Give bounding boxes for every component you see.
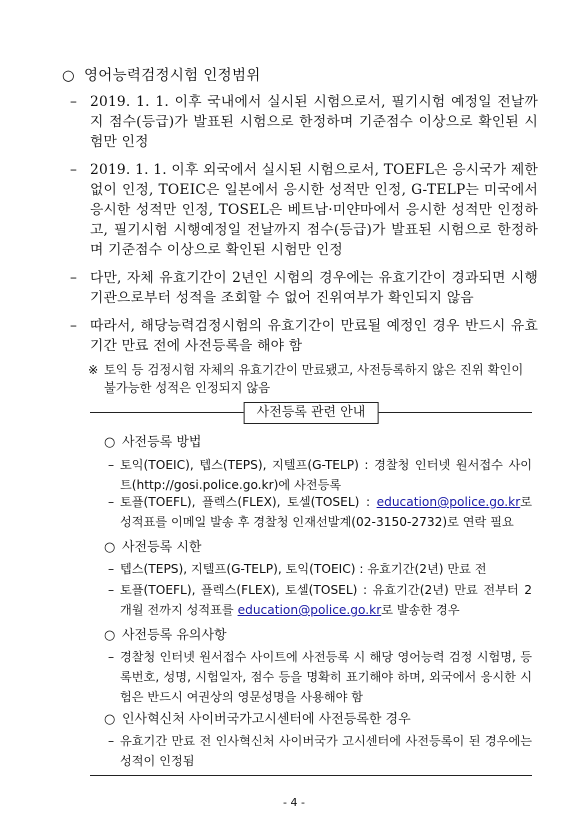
section-divider <box>90 401 532 423</box>
range-item-overseas <box>70 160 538 260</box>
guide-item <box>108 455 532 495</box>
dash-marker: – <box>70 162 78 178</box>
circle-bullet-icon: ○ <box>104 712 116 727</box>
guide-heading-cyber-center <box>104 711 411 729</box>
guide-heading-text: 사전등록 유의사항 <box>122 628 227 643</box>
guide-item <box>108 559 532 579</box>
bottom-rule <box>90 775 532 776</box>
divider-label: 사전등록 관련 안내 <box>244 402 379 424</box>
range-item-validity <box>70 268 538 308</box>
circle-bullet-icon: ○ <box>104 540 116 555</box>
circle-bullet-icon: ○ <box>104 628 116 643</box>
guide-item-text-post: 로 성적표를 이메일 발송 후 경찰청 인재선발계(02-3150-2732)로 연락 필요 <box>120 495 532 529</box>
guide-item-text: 토익(TOEIC), 텝스(TEPS), 지텔프(G-TELP) : 경찰청 인터넷 원서접수 사이트(http://gosi.police.go.kr)에 사전등록 <box>120 458 532 492</box>
dash-marker: – <box>108 583 115 597</box>
dash-marker: – <box>108 734 115 748</box>
range-item-text: 다만, 자체 유효기간이 2년인 시험의 경우에는 유효기간이 경과되면 시행기관으로부터 성적을 조회할 수 없어 진위여부가 확인되지 않음 <box>90 270 538 306</box>
range-item-text: 따라서, 해당능력검정시험의 유효기간이 만료될 예정인 경우 반드시 유효기간 만료 전에 사전등록을 해야 함 <box>90 318 538 354</box>
guide-item <box>108 580 532 620</box>
dash-marker: – <box>108 458 115 472</box>
range-item-text: 2019. 1. 1. 이후 국내에서 실시된 시험으로서, 필기시험 예정일 전날까지 점수(등급)가 발표된 시험으로 한정하며 기준점수 이상으로 확인된 시험만 인정 <box>90 94 538 150</box>
range-item-text: 2019. 1. 1. 이후 외국에서 실시된 시험으로서, TOEFL은 응시국가 제한 없이 인정, TOEIC은 일본에서 응시한 성적만 인정, G-TELP는 미국에서 응시한 성적만 인정, TOSEL은 베트남·미얀마에서 응시한 성적만 인정하고, 필기시험 시행예정일 전날까지 점수(등급)가 발표된 시험으로 한정하며 기준점수 이상으로 확인된 시험만 인정 <box>90 162 538 258</box>
guide-item-text <box>120 580 532 620</box>
guide-item <box>108 492 532 532</box>
guide-heading-method <box>104 434 201 452</box>
section-title: 영어능력검정시험 인정범위 <box>84 68 261 84</box>
range-item-domestic <box>70 92 538 152</box>
section-heading <box>62 64 261 85</box>
guide-item-text-post: 로 발송한 경우 <box>381 603 460 617</box>
dash-marker: – <box>70 318 78 334</box>
email-link[interactable]: education@police.go.kr <box>376 495 521 509</box>
circle-bullet-icon: ○ <box>62 68 75 84</box>
dash-marker: – <box>70 94 78 110</box>
guide-item-text: 경찰청 인터넷 원서접수 사이트에 사전등록 시 해당 영어능력 검정 시험명, 등록번호, 성명, 시험일자, 점수 등을 명확히 표기해야 하며, 외국에서 응시한 시험은 반드시 여권상의 영문성명을 사용해야 함 <box>120 650 532 704</box>
circle-bullet-icon: ○ <box>104 435 116 450</box>
note-text: 토익 등 검정시험 자체의 유효기간이 만료됐고, 사전등록하지 않은 진위 확인이 불가능한 성적은 인정되지 않음 <box>104 363 524 395</box>
guide-heading-text: 사전등록 시한 <box>122 540 202 555</box>
dash-marker: – <box>108 650 115 664</box>
guide-item-text-pre: 토플(TOEFL), 플렉스(FLEX), 토셀(TOSEL) : <box>120 495 377 509</box>
range-item-preregister <box>70 316 538 356</box>
guide-heading-deadline <box>104 539 201 557</box>
email-link[interactable]: education@police.go.kr <box>237 603 382 617</box>
guide-heading-text: 인사혁신처 사이버국가고시센터에 사전등록한 경우 <box>122 712 411 727</box>
guide-item-text <box>120 492 532 532</box>
guide-item-text: 텝스(TEPS), 지텔프(G-TELP), 토익(TOEIC) : 유효기간(2년) 만료 전 <box>120 562 487 576</box>
guide-item-text: 유효기간 만료 전 인사혁신처 사이버국가 고시센터에 사전등록이 된 경우에는 성적이 인정됨 <box>120 734 532 768</box>
guide-heading-text: 사전등록 방법 <box>122 435 202 450</box>
guide-item-text-pre: 토플(TOEFL), 플렉스(FLEX), 토셀(TOSEL) : 유효기간(2년) 만료 전부터 2개월 전까지 성적표를 <box>120 583 532 617</box>
note <box>88 361 538 397</box>
dash-marker: – <box>108 495 115 509</box>
page-number: - 4 - <box>283 796 305 809</box>
guide-item <box>108 647 532 707</box>
reference-mark-icon: ※ <box>88 363 99 377</box>
dash-marker: – <box>70 270 78 286</box>
dash-marker: – <box>108 562 115 576</box>
guide-heading-caution <box>104 627 227 645</box>
guide-item <box>108 731 532 771</box>
